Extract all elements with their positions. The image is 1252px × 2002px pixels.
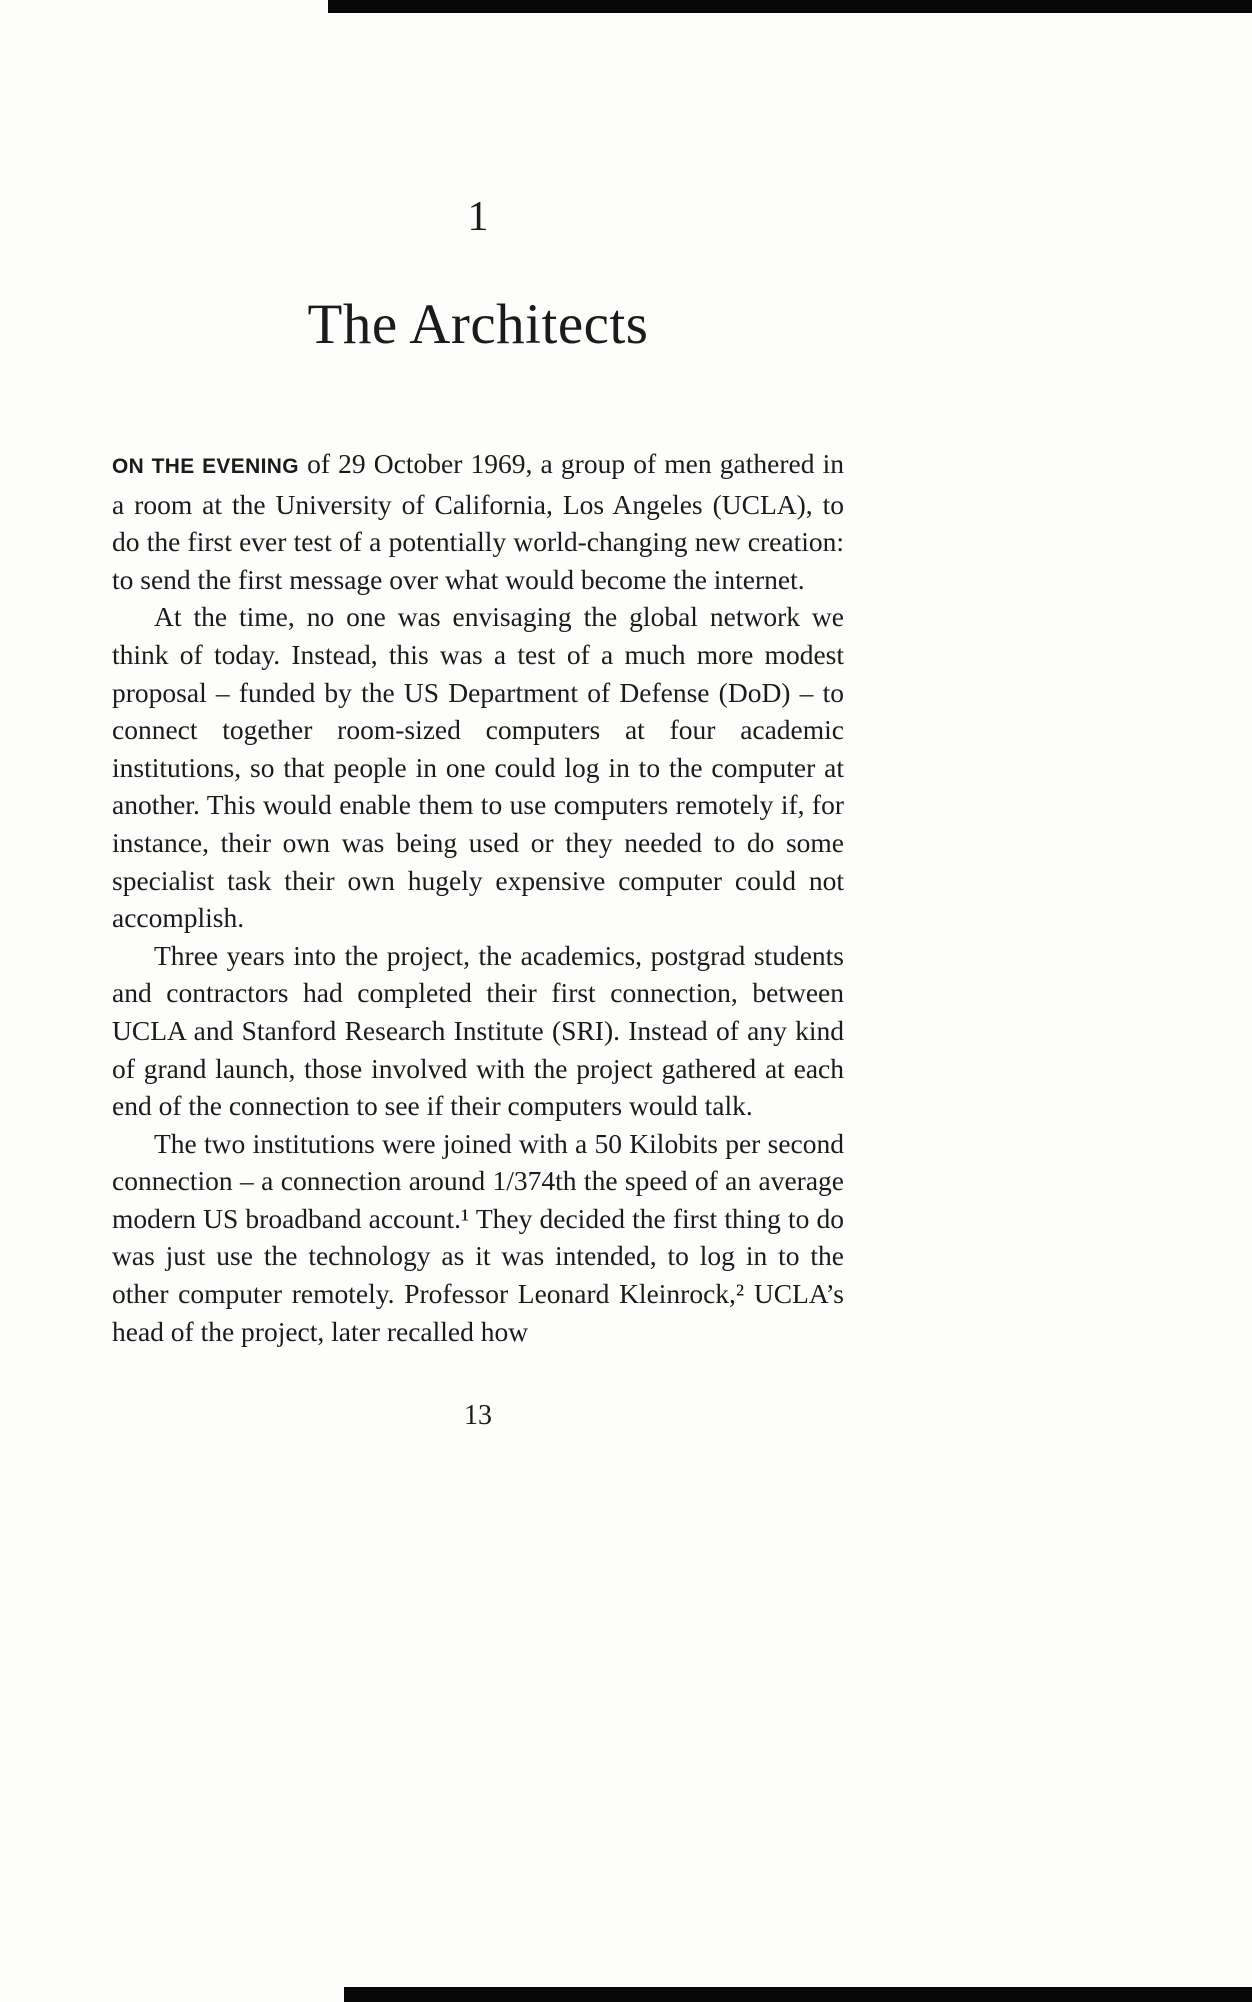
page-number: 13 [464, 1400, 492, 1432]
paragraph: At the time, no one was envisaging the global network we think of today. Instead, this was a test of a much more modest proposal – funded by the US Department of Defense (DoD) – to connect together room-sized computers at four academic institutions, so that people in one could log in to the computer at another. This would enable them to use computers remotely if, for instance, their own was being used or they needed to do some specialist task their own hugely expensive computer could not accomplish. [112, 601, 844, 934]
scan-edge-bottom [344, 1987, 1252, 2002]
paragraph-text: of 29 October 1969, a group of men gathered in a room at the University of California, Los Angeles (UCLA), to do the first ever test of a potentially world-changing new creation: to send the first message over what would become the internet. [112, 448, 844, 595]
paragraph [112, 445, 844, 598]
chapter-number: 1 [467, 194, 489, 240]
paragraph-lead-in: ON THE EVENING [112, 455, 299, 478]
chapter-title: The Architects [307, 293, 649, 356]
body-text [112, 445, 844, 1350]
paragraph: Three years into the project, the academics, postgrad students and contractors had completed their first connection, between UCLA and Stanford Research Institute (SRI). Instead of any kind of grand launch, those involved with the project gathered at each end of the connection to see if their computers would talk. [112, 939, 844, 1122]
text-column [112, 0, 844, 1432]
paragraph: The two institutions were joined with a 50 Kilobits per second connection – a connection around 1/374th the speed of an average modern US broadband account.¹ They decided the first thing to do was just use the technology as it was intended, to log in to the other computer remotely. Professor Leonard Kleinrock,² UCLA’s head of the project, later recalled how [112, 1127, 844, 1347]
